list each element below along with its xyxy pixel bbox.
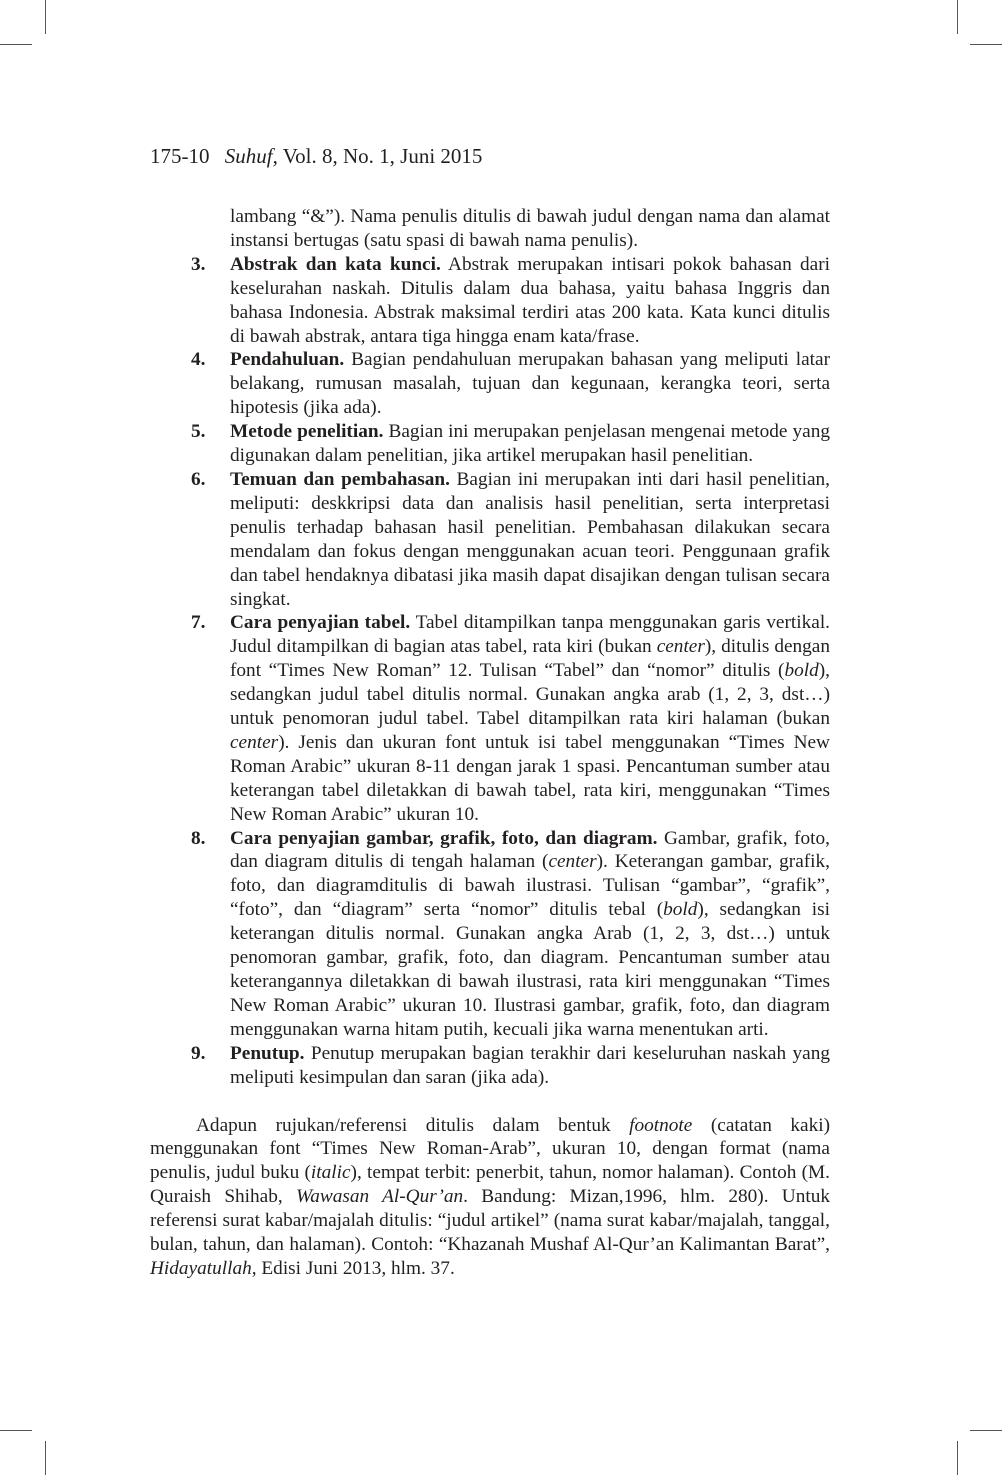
- book-title: Wawasan Al-Qur’an: [295, 1186, 464, 1208]
- item-text: ), ditulis dengan font “Times New Roman” 12. Tulisan “Tabel” dan “nomor” ditulis (: [230, 636, 830, 682]
- crop-mark: [0, 44, 32, 45]
- item-heading: Pendahuluan.: [230, 349, 345, 371]
- crop-mark: [957, 1441, 958, 1475]
- item-text: Penutup merupakan bagian terakhir dari keseluruhan naskah yang meliputi kesimpulan dan saran (jika ada).: [230, 1042, 830, 1088]
- item-text: Bagian pendahuluan merupakan bahasan yang meliputi latar belakang, rumusan masalah, tujuan dan kegunaan, kerangka teori, serta hipotesis (jika ada).: [230, 349, 830, 419]
- item-heading: Cara penyajian tabel.: [230, 612, 411, 634]
- paragraph-text: , Edisi Juni 2013, hlm. 37.: [251, 1257, 455, 1279]
- item-text: ), sedangkan judul tabel ditulis normal. Gunakan angka arab (1, 2, 3, dst…) untuk penomoran judul tabel. Tabel ditampilkan rata kiri halaman (bukan: [230, 660, 830, 730]
- list-item: [150, 348, 830, 420]
- page-body: [150, 205, 830, 1281]
- italic-term: center: [656, 636, 705, 658]
- item-number: 8.: [191, 827, 206, 849]
- item-text: ), sedangkan isi keterangan ditulis normal. Gunakan angka Arab (1, 2, 3, dst…) untuk penomoran gambar, grafik, foto, dan diagram. Pencantuman sumber atau keterangannya diletakkan di bawah ilustrasi, rata kiri menggunakan “Times New Roman Arabic” ukuran 10. Ilustrasi gambar, grafik, foto, dan diagram menggunakan warna hitam putih, kecuali jika warna menentukan arti.: [230, 899, 830, 1040]
- item-text: Abstrak merupakan intisari pokok bahasan dari keselurahan naskah. Ditulis dalam dua bahasa, yaitu bahasa Inggris dan bahasa Indonesia. Abstrak maksimal terdiri atas 200 kata. Kata kunci ditulis di bawah abstrak, antara tiga hingga enam kata/frase.: [230, 253, 831, 347]
- requirements-list: [150, 253, 830, 1090]
- crop-mark: [970, 44, 1002, 45]
- italic-term: bold: [663, 899, 698, 921]
- item-heading: Abstrak dan kata kunci.: [230, 253, 441, 275]
- crop-mark: [970, 1430, 1002, 1431]
- item-text: ). Keterangan gambar, grafik, foto, dan diagramditulis di bawah ilustrasi. Tulisan “gambar”, “grafik”, “foto”, dan “diagram” serta “nomor” ditulis tebal (: [230, 851, 830, 921]
- list-item: [150, 420, 830, 468]
- list-item: [150, 1042, 830, 1090]
- item-text: Tabel ditampilkan tanpa menggunakan garis vertikal. Judul ditampilkan di bagian atas tabel, rata kiri (bukan: [230, 612, 830, 658]
- item-number: 3.: [191, 253, 206, 275]
- paragraph-text: (catatan kaki) menggunakan font “Times New Roman-Arab”, ukuran 10, dengan format (nama penulis, judul buku (: [150, 1114, 831, 1184]
- italic-term: footnote: [629, 1114, 693, 1136]
- italic-term: italic: [310, 1162, 351, 1184]
- page-number: 175-10: [150, 144, 210, 168]
- italic-term: center: [548, 851, 597, 873]
- list-item: [150, 253, 830, 349]
- list-item: [150, 611, 830, 826]
- closing-paragraph: [150, 1114, 830, 1281]
- list-item: [150, 468, 830, 611]
- item-text: Bagian ini merupakan inti dari hasil penelitian, meliputi: deskkripsi data dan analisis hasil penelitian, serta interpretasi penulis terhadap bahasan hasil penelitian. Pembahasan dilakukan secara mendalam dan fokus dengan menggunakan acuan teori. Penggunaan grafik dan tabel hendaknya dibatasi jika masih dapat disajikan dengan tulisan secara singkat.: [230, 468, 830, 610]
- crop-mark: [45, 1441, 46, 1475]
- item-number: 5.: [191, 421, 206, 443]
- item-heading: Penutup.: [230, 1042, 305, 1064]
- journal-title: Suhuf: [224, 144, 273, 168]
- paragraph-text: Adapun rujukan/referensi ditulis dalam bentuk: [196, 1114, 630, 1136]
- crop-mark: [0, 1430, 32, 1431]
- item-heading: Metode penelitian.: [230, 421, 384, 443]
- issue-info: , Vol. 8, No. 1, Juni 2015: [272, 144, 483, 168]
- item-number: 4.: [191, 349, 206, 371]
- italic-term: bold: [784, 660, 819, 682]
- item-text: Gambar, grafik, foto, dan diagram ditulis di tengah halaman (: [230, 827, 830, 873]
- continuation-paragraph: lambang “&”). Nama penulis ditulis di bawah judul dengan nama dan alamat instansi bertugas (satu spasi di bawah nama penulis).: [230, 206, 830, 251]
- crop-mark: [45, 0, 46, 34]
- item-number: 9.: [191, 1042, 206, 1064]
- item-number: 6.: [191, 468, 206, 490]
- item-number: 7.: [191, 612, 206, 634]
- paragraph-text: . Bandung: Mizan,1996, hlm. 280). Untuk referensi surat kabar/majalah ditulis: “judul artikel” (nama surat kabar/majalah, tanggal, bulan, tahun, dan halaman). Contoh: “Khazanah Mushaf Al-Qur’an Kalimantan Barat”,: [150, 1186, 830, 1256]
- italic-term: center: [230, 731, 279, 753]
- magazine-title: Hidayatullah: [150, 1257, 252, 1279]
- item-text: Bagian ini merupakan penjelasan mengenai metode yang digunakan dalam penelitian, jika artikel merupakan hasil penelitian.: [230, 421, 830, 467]
- item-heading: Temuan dan pembahasan.: [230, 468, 450, 490]
- item-heading: Cara penyajian gambar, grafik, foto, dan diagram.: [230, 827, 658, 849]
- running-head: [150, 142, 482, 170]
- list-item: [150, 827, 830, 1042]
- crop-mark: [957, 0, 958, 34]
- item-text: ). Jenis dan ukuran font untuk isi tabel menggunakan “Times New Roman Arabic” ukuran 8-11 dengan jarak 1 spasi. Pencantuman sumber atau keterangan tabel diletakkan di bawah tabel, rata kiri, menggunakan “Times New Roman Arabic” ukuran 10.: [230, 731, 830, 825]
- paragraph-text: ), tempat terbit: penerbit, tahun, nomor halaman). Contoh (M. Quraish Shihab,: [150, 1162, 830, 1208]
